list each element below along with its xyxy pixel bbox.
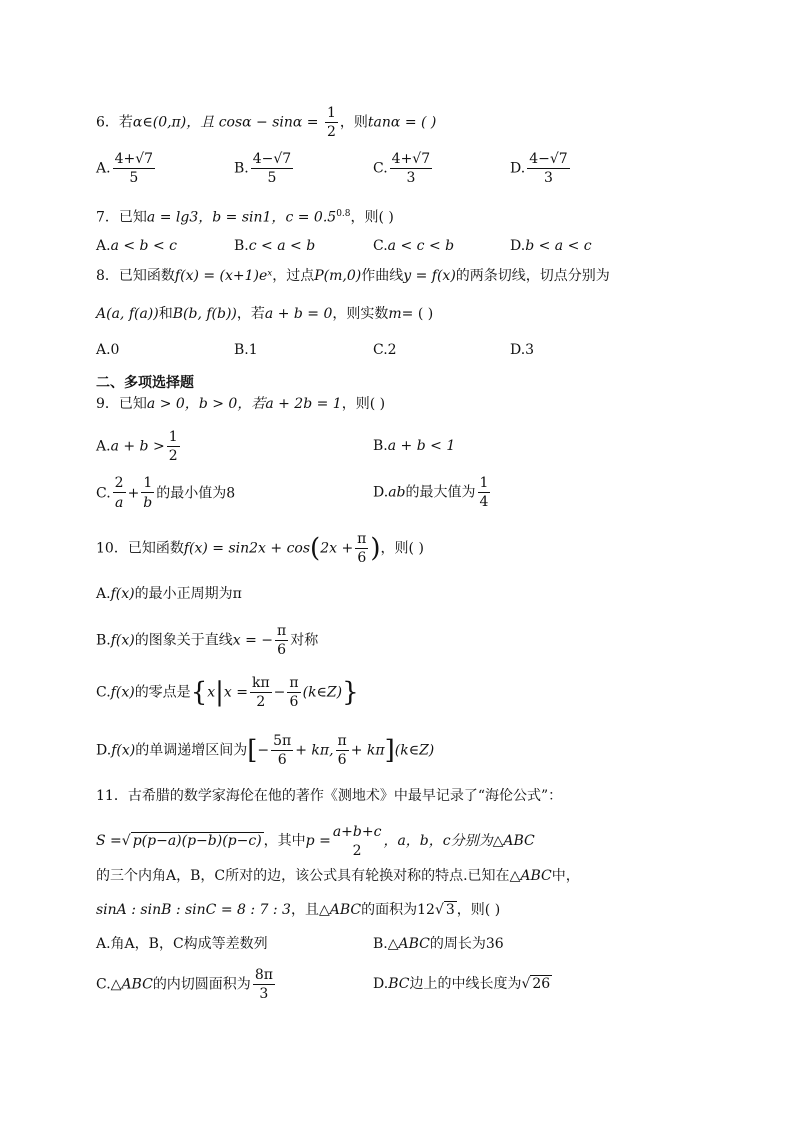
q6-number: 6．若 [96, 114, 133, 131]
q6-half-fraction: $\frac{1}{2}$ [327, 105, 336, 140]
q6-equation: cosα − sinα = [218, 114, 319, 131]
q6-option-b: B. $\frac{4-√7}{5}$ [234, 151, 292, 186]
q10-option-c: C.f(x)的零点是{x|x = $\frac{k\pi}{2}$ − $\frac{\pi}{6}$ (k∈Z)} [96, 675, 359, 710]
q8-option-b: B.1 [234, 342, 258, 358]
q8-option-d: D.3 [510, 342, 535, 358]
q9-option-b: B.a + b < 1 [373, 438, 456, 454]
q11-option-c: C.△ABC的内切圆面积为 $\frac{8\pi}{3}$ [96, 967, 273, 1002]
q11-line4: sinA : sinB : sinC = 8 : 7 : 3，且△ABC的面积为12√ 3 ，则( ) [96, 902, 501, 918]
section-heading: 二、多项选择题 [96, 375, 194, 391]
q7-option-b: B.c < a < b [234, 238, 316, 254]
q9-option-a: A.a + b > $\frac{1}{2}$ [96, 429, 178, 464]
q8-option-a: A.0 [96, 342, 120, 358]
q6-option-d: D. $\frac{4-√7}{3}$ [510, 151, 568, 186]
q10-stem: 10．已知函数f(x) = sin2x + cos(2x + $\frac{\pi}{6}$ )，则( ) [96, 531, 424, 566]
q7-option-c: C.a < c < b [373, 238, 455, 254]
q6-then: ，则 [339, 114, 368, 131]
q10-option-b: B.f(x)的图象关于直线x = − $\frac{\pi}{6}$ 对称 [96, 623, 319, 658]
q8-stem-line2: A(a, f(a))和B(b, f(b))，若a + b = 0，则实数m= ( ) [96, 306, 434, 322]
q8-stem-line1: 8．已知函数f(x) = (x+1)eˣ，过点P(m,0)作曲线y = f(x)的两条切线，切点分别为 [96, 268, 610, 284]
q8-option-c: C.2 [373, 342, 397, 358]
q11-line1: 11．古希腊的数学家海伦在他的著作《测地术》中最早记录了“海伦公式”： [96, 788, 563, 804]
q7-option-a: A.a < b < c [96, 238, 177, 254]
q11-option-d: D.BC边上的中线长度为√ 26 [373, 976, 551, 992]
q10-option-a: A.f(x)的最小正周期为π [96, 586, 242, 602]
q6-condition: α∈(0,π)，且 [132, 114, 215, 131]
q11-line3: 的三个内角A，B，C所对的边，该公式具有轮换对称的特点.已知在△ABC中， [96, 868, 580, 884]
q9-stem: 9．已知a > 0，b > 0，若a + 2b = 1，则( ) [96, 396, 386, 412]
q11-option-b: B.△ABC的周长为36 [373, 936, 504, 952]
q11-line2: S =√ p(p−a)(p−b)(p−c) ，其中p = a+b+c 2 ，a，b，c分别为△ABC [96, 824, 535, 859]
q11-option-a: A.角A，B，C构成等差数列 [96, 936, 268, 952]
q10-option-d: D.f(x)的单调递增区间为[− $\frac{5\pi}{6}$ + kπ, $\frac{\pi}{6}$ + kπ](k∈Z) [96, 733, 435, 768]
q7-stem: 7．已知a = lg3，b = sin1，$c = 0.5^{0.8}$，则( ) [96, 209, 394, 226]
q9-option-d: D.ab的最大值为 $\frac{1}{4}$ [373, 475, 489, 510]
q6-question: tanα = ( ) [367, 114, 437, 131]
q6-stem [96, 104, 436, 141]
q9-option-c: C. $\frac{2}{a}$ + $\frac{1}{b}$ 的最小值为8 [96, 475, 236, 511]
q6-option-c: C. $\frac{4+√7}{3}$ [373, 151, 431, 186]
q6-option-a: A. $\frac{4+√7}{5}$ [96, 151, 154, 186]
q7-option-d: D.b < a < c [510, 238, 592, 254]
